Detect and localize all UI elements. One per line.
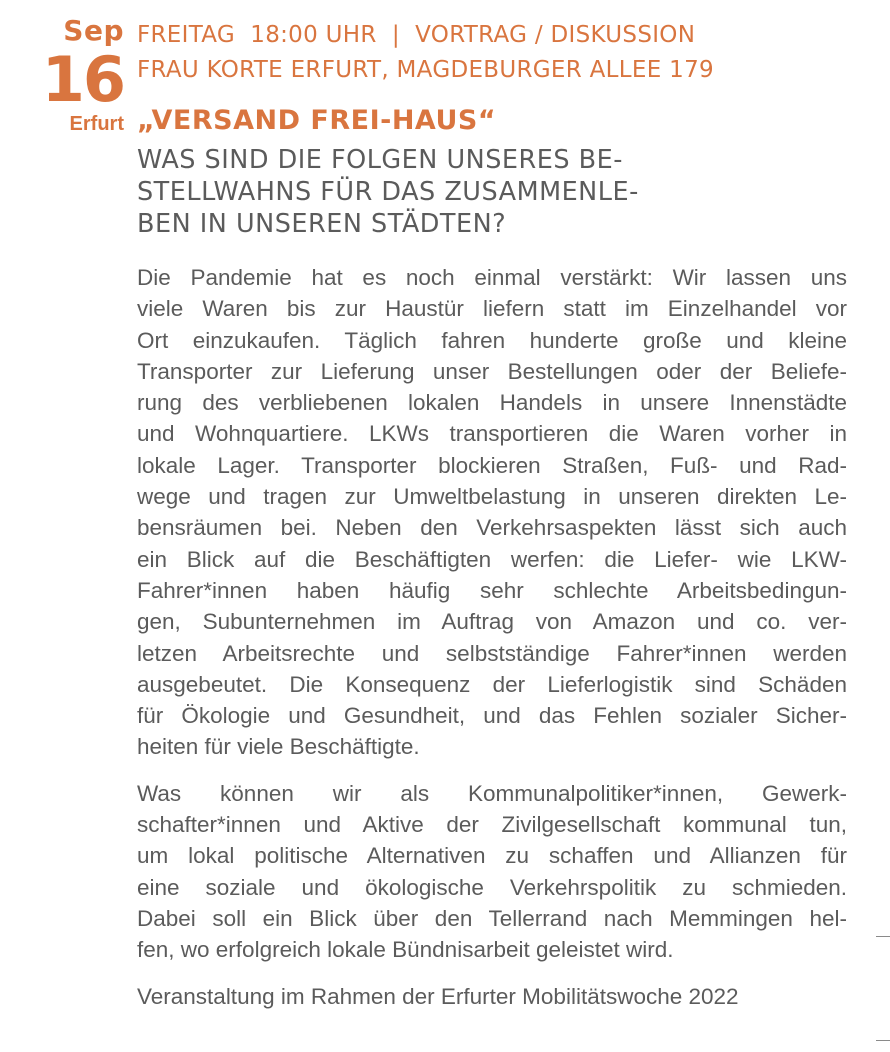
crop-mark [876,936,890,937]
text-line: Fahrer*innen haben häufig sehr schlechte Arbeitsbedingun- [137,577,847,603]
text-line: für Ökologie und Gesundheit, und das Fehlen sozialer Sicher- [137,703,847,729]
event-footer-note: Veranstaltung im Rahmen der Erfurter Mobilitätswoche 2022 [137,983,739,1009]
text-line: Was können wir als Kommunalpolitiker*innen, Gewerk- [137,780,847,806]
subtitle-line: STELLWAHNS FÜR DAS ZUSAMMENLE- [137,177,639,207]
crop-mark [876,1040,890,1041]
text-line: heiten für viele Beschäftigte. [137,734,420,760]
event-location: FRAU KORTE ERFURT, MAGDEBURGER ALLEE 179 [137,57,714,83]
text-line: Ort einzukaufen. Täglich fahren hunderte große und kleine [137,327,847,353]
text-line: letzen Arbeitsrechte und selbstständige Fahrer*innen werden [137,640,847,666]
event-title: „VERSAND FREI-HAUS“ [137,105,497,136]
date-city: Erfurt [69,113,124,135]
event-description [137,262,847,1012]
text-line: rung des verbliebenen lokalen Handels in unsere Innenstädte [137,390,847,416]
text-line: und Wohnquartiere. LKWs transportieren die Waren vorher in [137,421,847,447]
subtitle-line: WAS SIND DIE FOLGEN UNSERES BE- [137,145,623,175]
event-subtitle [137,144,857,240]
paragraph-2 [137,778,847,966]
text-line: eine soziale und ökologische Verkehrspolitik zu schmieden. [137,874,847,900]
text-line: ein Blick auf die Beschäftigten werfen: die Liefer- wie LKW- [137,546,847,572]
event-date [40,14,124,138]
text-line: Transporter zur Lieferung unser Bestellungen oder der Beliefe- [137,358,847,384]
text-line: Die Pandemie hat es noch einmal verstärkt: Wir lassen uns [137,265,847,290]
text-line: schafter*innen und Aktive der Zivilgesellschaft kommunal tun, [137,812,847,838]
text-line: lokale Lager. Transporter blockieren Straßen, Fuß- und Rad- [137,452,847,478]
text-line: bensräumen bei. Neben den Verkehrsaspekten lässt sich auch [137,515,847,541]
event-info [137,18,857,88]
paragraph-1 [137,262,847,763]
text-line: um lokal politische Alternativen zu schaffen und Allianzen für [137,843,847,869]
date-day: 16 [41,43,124,116]
text-line: fen, wo erfolgreich lokale Bündnisarbeit geleistet wird. [137,937,674,963]
date-month: Sep [63,14,124,47]
text-line: wege und tragen zur Umweltbelastung in unseren direkten Le- [137,484,847,510]
text-line: ausgebeutet. Die Konsequenz der Lieferlogistik sind Schäden [137,671,847,697]
text-line: Dabei soll ein Blick über den Tellerrand nach Memmingen hel- [137,905,847,931]
text-line: viele Waren bis zur Haustür liefern statt im Einzelhandel vor [137,296,847,322]
subtitle-line: BEN IN UNSEREN STÄDTEN? [137,209,507,239]
event-time-type: FREITAG 18:00 UHR | VORTRAG / DISKUSSION [137,22,696,48]
text-line: gen, Subunternehmen im Auftrag von Amazon und co. ver- [137,609,847,635]
